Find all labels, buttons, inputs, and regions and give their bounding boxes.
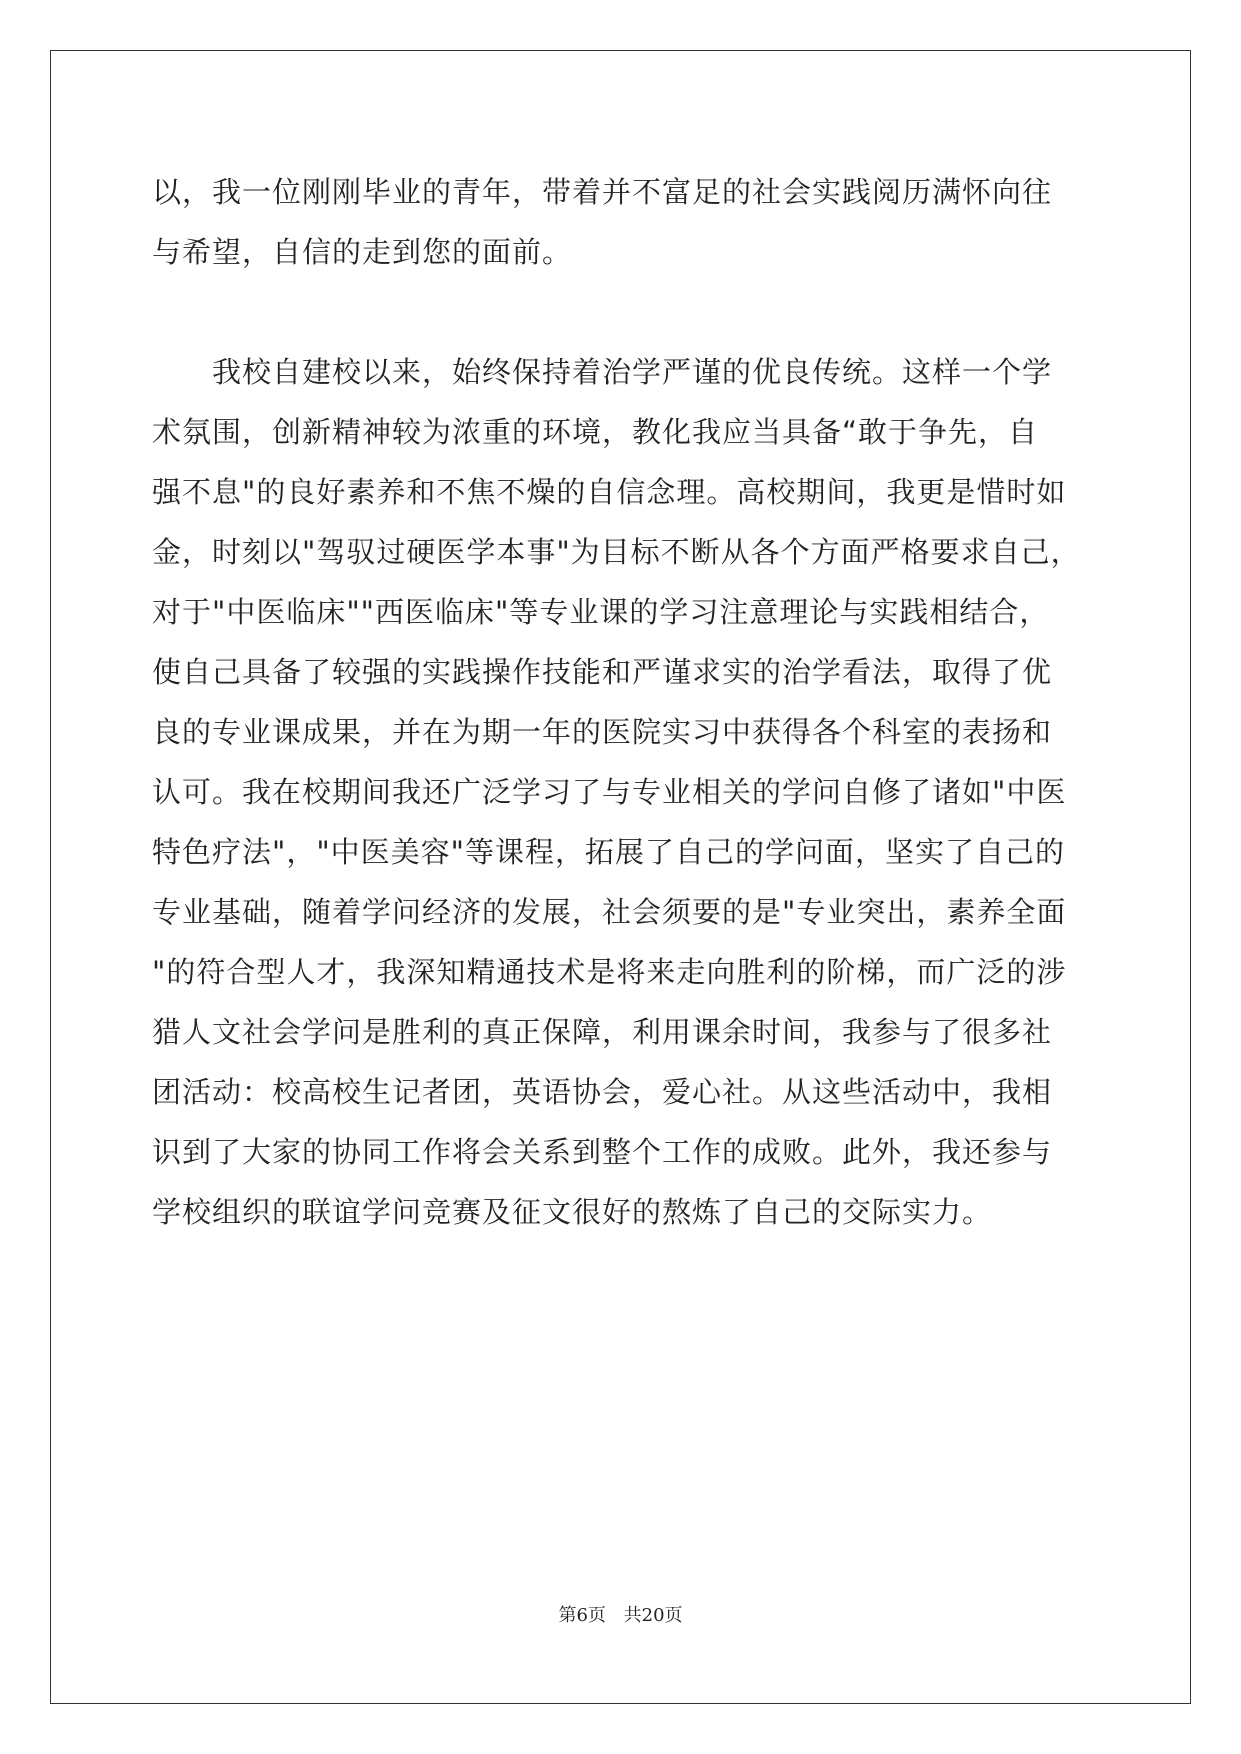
text-line: 识到了大家的协同工作将会关系到整个工作的成败。此外，我还参与 xyxy=(152,1135,1053,1169)
text-line: 猎人文社会学问是胜利的真正保障，利用课余时间，我参与了很多社 xyxy=(152,1015,1053,1049)
page-total: 共20页 xyxy=(623,1605,683,1626)
page-number: 第6页 xyxy=(558,1605,606,1626)
text-line: 特色疗法"，"中医美容"等课程，拓展了自己的学问面，坚实了自己的 xyxy=(152,835,1066,869)
text-line: 团活动：校高校生记者团，英语协会，爱心社。从这些活动中，我相 xyxy=(152,1075,1053,1109)
text-line: 学校组织的联谊学问竞赛及征文很好的熬炼了自己的交际实力。 xyxy=(152,1195,993,1229)
text-line: 使自己具备了较强的实践操作技能和严谨求实的治学看法，取得了优 xyxy=(152,655,1053,689)
text-line: 术氛围，创新精神较为浓重的环境，教化我应当具备“敢于争先，自 xyxy=(152,415,1039,449)
page-footer xyxy=(0,1601,1241,1627)
text-line: 与希望，自信的走到您的面前。 xyxy=(152,235,573,269)
text-line: 强不息"的良好素养和不焦不燥的自信念理。高校期间，我更是惜时如 xyxy=(152,475,1067,509)
text-line: 良的专业课成果，并在为期一年的医院实习中获得各个科室的表扬和 xyxy=(152,715,1053,749)
text-line: 金，时刻以"驾驭过硬医学本事"为目标不断从各个方面严格要求自己， xyxy=(152,535,1081,569)
text-line: 认可。我在校期间我还广泛学习了与专业相关的学问自修了诸如"中医 xyxy=(152,775,1067,809)
text-line: 以，我一位刚刚毕业的青年，带着并不富足的社会实践阅历满怀向往 xyxy=(152,175,1053,209)
text-line: 对于"中医临床""西医临床"等专业课的学习注意理论与实践相结合， xyxy=(152,595,1050,629)
text-line: 专业基础，随着学问经济的发展，社会须要的是"专业突出，素养全面 xyxy=(152,895,1067,929)
text-line: "的符合型人才，我深知精通技术是将来走向胜利的阶梯，而广泛的涉 xyxy=(152,955,1067,989)
paragraph-start-line: 我校自建校以来，始终保持着治学严谨的优良传统。这样一个学 xyxy=(152,355,1053,389)
body-text xyxy=(152,162,1090,1242)
